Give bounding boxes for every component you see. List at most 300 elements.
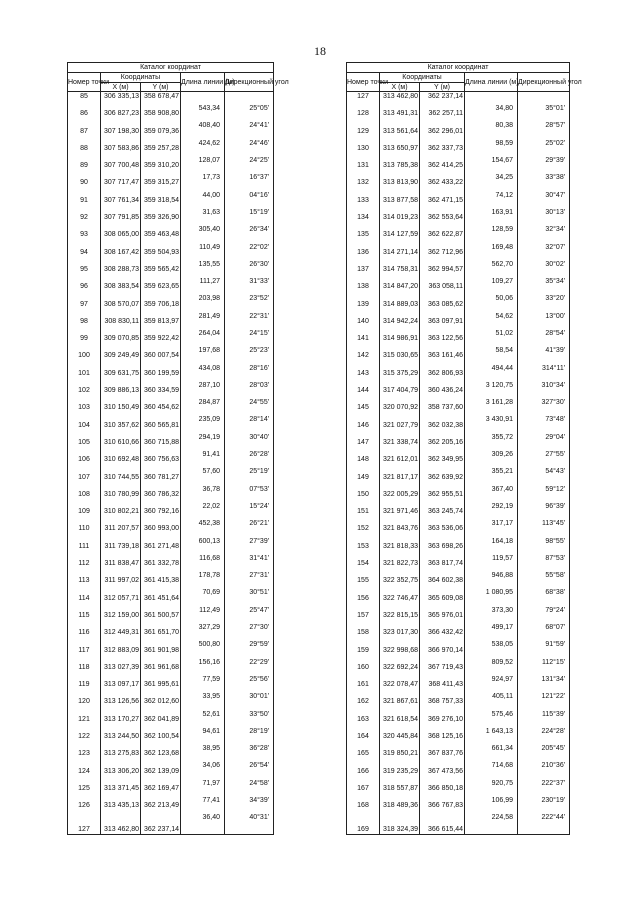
direction-angle: 40°31' <box>225 809 274 826</box>
point-number: 143 <box>347 369 380 386</box>
line-length: 91,41 <box>181 446 225 463</box>
line-length: 156,16 <box>181 654 225 671</box>
point-number: 93 <box>68 230 101 247</box>
direction-angle: 13°00' <box>518 308 570 325</box>
header-x: X (м) <box>101 83 141 92</box>
direction-angle: 115°39' <box>518 705 570 722</box>
direction-angle: 25°05' <box>225 100 274 118</box>
direction-angle: 96°39' <box>518 498 570 515</box>
x-coordinate: 310 610,66 <box>101 438 141 455</box>
y-coordinate: 362 237,14 <box>141 818 181 835</box>
line-length: 500,80 <box>181 636 225 653</box>
y-coordinate: 362 553,64 <box>420 213 465 230</box>
line-length: 809,52 <box>465 654 518 671</box>
direction-angle: 15°19' <box>225 204 274 221</box>
line-length: 116,68 <box>181 550 225 567</box>
line-length: 494,44 <box>465 359 518 376</box>
point-number: 127 <box>68 818 101 835</box>
x-coordinate: 312 057,71 <box>101 594 141 611</box>
line-length: 452,38 <box>181 515 225 532</box>
line-length: 109,27 <box>465 273 518 290</box>
x-coordinate: 318 557,87 <box>380 784 420 801</box>
direction-angle: 73°48' <box>518 411 570 428</box>
point-number: 150 <box>347 490 380 507</box>
y-coordinate: 367 473,56 <box>420 767 465 784</box>
line-length: 112,49 <box>181 602 225 619</box>
line-length: 33,95 <box>181 688 225 705</box>
point-number: 155 <box>347 576 380 593</box>
point-number: 120 <box>68 697 101 714</box>
x-coordinate: 323 017,30 <box>380 628 420 645</box>
x-coordinate: 314 847,20 <box>380 282 420 299</box>
direction-angle: 27°55' <box>518 446 570 463</box>
line-length: 110,49 <box>181 238 225 255</box>
point-number: 126 <box>68 801 101 818</box>
point-number: 132 <box>347 178 380 195</box>
line-length: 661,34 <box>465 740 518 757</box>
direction-angle: 26°28' <box>225 446 274 463</box>
y-coordinate: 359 623,65 <box>141 282 181 299</box>
page-number: 18 <box>314 44 326 58</box>
line-length: 34,25 <box>465 169 518 186</box>
point-number: 167 <box>347 784 380 801</box>
line-length: 575,46 <box>465 705 518 722</box>
direction-angle: 24°46' <box>225 135 274 152</box>
direction-angle: 22°29' <box>225 654 274 671</box>
x-coordinate: 308 288,73 <box>101 265 141 282</box>
direction-angle: 28°14' <box>225 411 274 428</box>
x-coordinate: 321 612,01 <box>380 455 420 472</box>
point-number: 124 <box>68 767 101 784</box>
line-length: 135,55 <box>181 256 225 273</box>
x-coordinate: 308 570,07 <box>101 300 141 317</box>
direction-angle: 205°45' <box>518 740 570 757</box>
x-coordinate: 313 813,90 <box>380 178 420 195</box>
line-length: 164,18 <box>465 532 518 549</box>
header-coordinates: Координаты <box>101 73 181 83</box>
y-coordinate: 366 432,42 <box>420 628 465 645</box>
x-coordinate: 310 150,49 <box>101 403 141 420</box>
x-coordinate: 321 971,46 <box>380 507 420 524</box>
y-coordinate: 369 276,10 <box>420 715 465 732</box>
x-coordinate: 321 843,76 <box>380 524 420 541</box>
line-length: 405,11 <box>465 688 518 705</box>
y-coordinate: 360 792,16 <box>141 507 181 524</box>
direction-angle: 310°34' <box>518 377 570 394</box>
line-length: 71,97 <box>181 775 225 792</box>
line-length: 355,72 <box>465 429 518 446</box>
line-length: 264,04 <box>181 325 225 342</box>
x-coordinate: 313 027,39 <box>101 663 141 680</box>
direction-angle: 30°02' <box>518 256 570 273</box>
line-length: 224,58 <box>465 809 518 826</box>
direction-angle: 25°19' <box>225 463 274 480</box>
direction-angle: 59°12' <box>518 481 570 498</box>
point-number: 128 <box>347 109 380 126</box>
y-coordinate: 359 565,42 <box>141 265 181 282</box>
direction-angle: 24°25' <box>225 152 274 169</box>
x-coordinate: 308 830,11 <box>101 317 141 334</box>
x-coordinate: 322 692,24 <box>380 663 420 680</box>
x-coordinate: 319 850,21 <box>380 749 420 766</box>
x-coordinate: 313 877,58 <box>380 196 420 213</box>
x-coordinate: 309 070,85 <box>101 334 141 351</box>
x-coordinate: 313 097,17 <box>101 680 141 697</box>
x-coordinate: 311 739,18 <box>101 542 141 559</box>
y-coordinate: 360 199,59 <box>141 369 181 386</box>
line-length: 51,02 <box>465 325 518 342</box>
line-length: 94,61 <box>181 723 225 740</box>
line-length: 106,99 <box>465 792 518 809</box>
y-coordinate: 359 315,27 <box>141 178 181 195</box>
line-length: 98,59 <box>465 135 518 152</box>
x-coordinate: 313 462,80 <box>380 92 420 110</box>
x-coordinate: 321 338,74 <box>380 438 420 455</box>
y-coordinate: 361 415,38 <box>141 576 181 593</box>
point-number: 118 <box>68 663 101 680</box>
x-coordinate: 313 462,80 <box>101 818 141 835</box>
direction-angle: 27°39' <box>225 532 274 549</box>
direction-angle: 224°28' <box>518 723 570 740</box>
point-number: 107 <box>68 473 101 490</box>
y-coordinate: 362 237,14 <box>420 92 465 110</box>
point-number: 110 <box>68 524 101 541</box>
direction-angle: 28°19' <box>225 723 274 740</box>
point-number: 123 <box>68 749 101 766</box>
line-length: 924,97 <box>465 671 518 688</box>
x-coordinate: 318 489,36 <box>380 801 420 818</box>
line-length: 17,73 <box>181 169 225 186</box>
x-coordinate: 321 822,73 <box>380 559 420 576</box>
y-coordinate: 361 500,57 <box>141 611 181 628</box>
point-number: 91 <box>68 196 101 213</box>
point-number: 117 <box>68 646 101 663</box>
direction-angle: 35°34' <box>518 273 570 290</box>
y-coordinate: 368 757,33 <box>420 697 465 714</box>
point-number: 157 <box>347 611 380 628</box>
line-length: 74,12 <box>465 186 518 203</box>
point-number: 146 <box>347 421 380 438</box>
point-number: 119 <box>68 680 101 697</box>
point-number: 103 <box>68 403 101 420</box>
x-coordinate: 322 005,29 <box>380 490 420 507</box>
line-length: 119,57 <box>465 550 518 567</box>
x-coordinate: 308 065,00 <box>101 230 141 247</box>
point-number: 95 <box>68 265 101 282</box>
y-coordinate: 360 781,27 <box>141 473 181 490</box>
y-coordinate: 361 651,70 <box>141 628 181 645</box>
line-length: 22,02 <box>181 498 225 515</box>
direction-angle: 222°37' <box>518 775 570 792</box>
line-length: 543,34 <box>181 100 225 118</box>
direction-angle: 131°34' <box>518 671 570 688</box>
x-coordinate: 313 785,38 <box>380 161 420 178</box>
y-coordinate: 361 271,48 <box>141 542 181 559</box>
direction-angle: 222°44' <box>518 809 570 826</box>
direction-angle: 25°56' <box>225 671 274 688</box>
point-number: 100 <box>68 351 101 368</box>
y-coordinate: 360 993,00 <box>141 524 181 541</box>
direction-angle: 79°24' <box>518 602 570 619</box>
point-number: 104 <box>68 421 101 438</box>
point-number: 112 <box>68 559 101 576</box>
point-number: 166 <box>347 767 380 784</box>
y-coordinate: 362 349,95 <box>420 455 465 472</box>
y-coordinate: 360 756,63 <box>141 455 181 472</box>
y-coordinate: 365 976,01 <box>420 611 465 628</box>
y-coordinate: 362 041,89 <box>141 715 181 732</box>
point-number: 144 <box>347 386 380 403</box>
y-coordinate: 362 414,25 <box>420 161 465 178</box>
point-number: 114 <box>68 594 101 611</box>
direction-angle: 112°15' <box>518 654 570 671</box>
line-length: 281,49 <box>181 308 225 325</box>
x-coordinate: 307 583,86 <box>101 144 141 161</box>
line-length: 34,80 <box>465 100 518 118</box>
y-coordinate: 359 318,54 <box>141 196 181 213</box>
line-length: 77,41 <box>181 792 225 809</box>
x-coordinate: 313 561,64 <box>380 127 420 144</box>
x-coordinate: 311 838,47 <box>101 559 141 576</box>
direction-angle: 30°51' <box>225 584 274 601</box>
header-y: Y (м) <box>420 83 465 92</box>
x-coordinate: 308 167,42 <box>101 248 141 265</box>
line-length: 434,08 <box>181 359 225 376</box>
line-length: 327,29 <box>181 619 225 636</box>
direction-angle: 25°02' <box>518 135 570 152</box>
table-row <box>347 92 570 110</box>
line-length: 57,60 <box>181 463 225 480</box>
line-length: 178,78 <box>181 567 225 584</box>
line-length: 920,75 <box>465 775 518 792</box>
point-number: 108 <box>68 490 101 507</box>
line-length: 355,21 <box>465 463 518 480</box>
direction-angle: 327°30' <box>518 394 570 411</box>
header-x: X (м) <box>380 83 420 92</box>
y-coordinate: 358 737,60 <box>420 403 465 420</box>
header-coordinates: Координаты <box>380 73 465 83</box>
y-coordinate: 362 123,68 <box>141 749 181 766</box>
point-number: 85 <box>68 92 101 110</box>
x-coordinate: 313 650,97 <box>380 144 420 161</box>
direction-angle: 26°21' <box>225 515 274 532</box>
y-coordinate: 360 007,54 <box>141 351 181 368</box>
line-length: 499,17 <box>465 619 518 636</box>
y-coordinate: 359 257,28 <box>141 144 181 161</box>
x-coordinate: 309 249,49 <box>101 351 141 368</box>
line-length: 203,98 <box>181 290 225 307</box>
x-coordinate: 307 198,30 <box>101 127 141 144</box>
y-coordinate: 362 337,73 <box>420 144 465 161</box>
direction-angle: 314°11' <box>518 359 570 376</box>
line-length: 292,19 <box>465 498 518 515</box>
x-coordinate: 321 818,33 <box>380 542 420 559</box>
line-length: 714,68 <box>465 757 518 774</box>
x-coordinate: 314 986,91 <box>380 334 420 351</box>
y-coordinate: 363 085,62 <box>420 300 465 317</box>
point-number: 125 <box>68 784 101 801</box>
line-length: 424,62 <box>181 135 225 152</box>
y-coordinate: 364 602,38 <box>420 576 465 593</box>
y-coordinate: 359 310,20 <box>141 161 181 178</box>
y-coordinate: 362 139,09 <box>141 767 181 784</box>
point-number: 116 <box>68 628 101 645</box>
y-coordinate: 368 125,16 <box>420 732 465 749</box>
point-number: 92 <box>68 213 101 230</box>
x-coordinate: 321 618,54 <box>380 715 420 732</box>
direction-angle: 24°58' <box>225 775 274 792</box>
y-coordinate: 363 245,74 <box>420 507 465 524</box>
point-number: 145 <box>347 403 380 420</box>
x-coordinate: 310 744,55 <box>101 473 141 490</box>
direction-angle: 35°01' <box>518 100 570 118</box>
point-number: 141 <box>347 334 380 351</box>
y-coordinate: 362 213,49 <box>141 801 181 818</box>
line-length: 562,70 <box>465 256 518 273</box>
y-coordinate: 359 463,48 <box>141 230 181 247</box>
x-coordinate: 320 070,92 <box>380 403 420 420</box>
coordinates-table-left <box>67 62 289 835</box>
header-direction-angle: Дирекционный угол <box>225 73 274 92</box>
table-body-right <box>347 92 570 835</box>
line-length: 3 161,28 <box>465 394 518 411</box>
direction-angle: 15°24' <box>225 498 274 515</box>
direction-angle: 25°23' <box>225 342 274 359</box>
y-coordinate: 362 032,38 <box>420 421 465 438</box>
direction-angle: 04°16' <box>225 186 274 203</box>
x-coordinate: 306 335,13 <box>101 92 141 110</box>
direction-angle: 27°30' <box>225 619 274 636</box>
y-coordinate: 366 970,14 <box>420 646 465 663</box>
direction-angle: 31°33' <box>225 273 274 290</box>
point-number: 131 <box>347 161 380 178</box>
point-number: 113 <box>68 576 101 593</box>
direction-angle: 68°38' <box>518 584 570 601</box>
direction-angle: 36°28' <box>225 740 274 757</box>
point-number: 151 <box>347 507 380 524</box>
y-coordinate: 360 436,24 <box>420 386 465 403</box>
direction-angle: 25°47' <box>225 602 274 619</box>
y-coordinate: 366 767,83 <box>420 801 465 818</box>
line-length: 946,88 <box>465 567 518 584</box>
point-number: 101 <box>68 369 101 386</box>
x-coordinate: 317 404,79 <box>380 386 420 403</box>
point-number: 162 <box>347 697 380 714</box>
y-coordinate: 358 908,80 <box>141 109 181 126</box>
line-length: 52,61 <box>181 705 225 722</box>
y-coordinate: 362 433,22 <box>420 178 465 195</box>
point-number: 109 <box>68 507 101 524</box>
table-caption: Каталог координат <box>68 63 274 73</box>
y-coordinate: 362 205,16 <box>420 438 465 455</box>
line-length: 50,06 <box>465 290 518 307</box>
line-length: 1 080,95 <box>465 584 518 601</box>
x-coordinate: 307 791,85 <box>101 213 141 230</box>
line-length: 317,17 <box>465 515 518 532</box>
line-length: 197,68 <box>181 342 225 359</box>
y-coordinate: 363 161,46 <box>420 351 465 368</box>
y-coordinate: 358 678,47 <box>141 92 181 110</box>
y-coordinate: 360 334,59 <box>141 386 181 403</box>
x-coordinate: 318 324,39 <box>380 818 420 835</box>
x-coordinate: 321 027,79 <box>380 421 420 438</box>
line-length: 600,13 <box>181 532 225 549</box>
x-coordinate: 313 244,50 <box>101 732 141 749</box>
point-number: 140 <box>347 317 380 334</box>
line-length: 111,27 <box>181 273 225 290</box>
direction-angle: 91°59' <box>518 636 570 653</box>
direction-angle: 22°31' <box>225 308 274 325</box>
direction-angle: 26°30' <box>225 256 274 273</box>
point-number: 115 <box>68 611 101 628</box>
x-coordinate: 310 357,62 <box>101 421 141 438</box>
point-number: 142 <box>347 351 380 368</box>
x-coordinate: 313 491,31 <box>380 109 420 126</box>
point-number: 127 <box>347 92 380 110</box>
point-number: 96 <box>68 282 101 299</box>
x-coordinate: 315 375,29 <box>380 369 420 386</box>
y-coordinate: 362 622,87 <box>420 230 465 247</box>
x-coordinate: 313 306,20 <box>101 767 141 784</box>
point-number: 129 <box>347 127 380 144</box>
y-coordinate: 367 837,76 <box>420 749 465 766</box>
x-coordinate: 309 631,75 <box>101 369 141 386</box>
direction-angle: 54°43' <box>518 463 570 480</box>
point-number: 154 <box>347 559 380 576</box>
x-coordinate: 313 170,27 <box>101 715 141 732</box>
point-number: 139 <box>347 300 380 317</box>
point-number: 88 <box>68 144 101 161</box>
y-coordinate: 360 565,81 <box>141 421 181 438</box>
direction-angle: 30°01' <box>225 688 274 705</box>
x-coordinate: 310 692,48 <box>101 455 141 472</box>
direction-angle: 121°22' <box>518 688 570 705</box>
header-line-length: Длина линии (м) <box>181 73 225 92</box>
line-length: 309,26 <box>465 446 518 463</box>
x-coordinate: 312 449,31 <box>101 628 141 645</box>
direction-angle: 34°39' <box>225 792 274 809</box>
point-number: 147 <box>347 438 380 455</box>
x-coordinate: 321 817,17 <box>380 473 420 490</box>
point-number: 121 <box>68 715 101 732</box>
y-coordinate: 368 411,43 <box>420 680 465 697</box>
y-coordinate: 363 058,11 <box>420 282 465 299</box>
direction-angle: 33°50' <box>225 705 274 722</box>
direction-angle: 16°37' <box>225 169 274 186</box>
direction-angle: 28°57' <box>518 117 570 134</box>
x-coordinate: 322 078,47 <box>380 680 420 697</box>
direction-angle: 41°39' <box>518 342 570 359</box>
x-coordinate: 314 889,03 <box>380 300 420 317</box>
point-number: 94 <box>68 248 101 265</box>
direction-angle: 230°19' <box>518 792 570 809</box>
y-coordinate: 359 504,93 <box>141 248 181 265</box>
x-coordinate: 313 371,45 <box>101 784 141 801</box>
line-length: 408,40 <box>181 117 225 134</box>
line-length: 373,30 <box>465 602 518 619</box>
y-coordinate: 361 995,61 <box>141 680 181 697</box>
point-number: 97 <box>68 300 101 317</box>
direction-angle: 26°54' <box>225 757 274 774</box>
x-coordinate: 307 700,48 <box>101 161 141 178</box>
y-coordinate: 362 257,11 <box>420 109 465 126</box>
line-length: 169,48 <box>465 238 518 255</box>
line-length: 3 120,75 <box>465 377 518 394</box>
x-coordinate: 314 271,14 <box>380 248 420 265</box>
direction-angle: 98°55' <box>518 532 570 549</box>
point-number: 165 <box>347 749 380 766</box>
direction-angle: 24°41' <box>225 117 274 134</box>
